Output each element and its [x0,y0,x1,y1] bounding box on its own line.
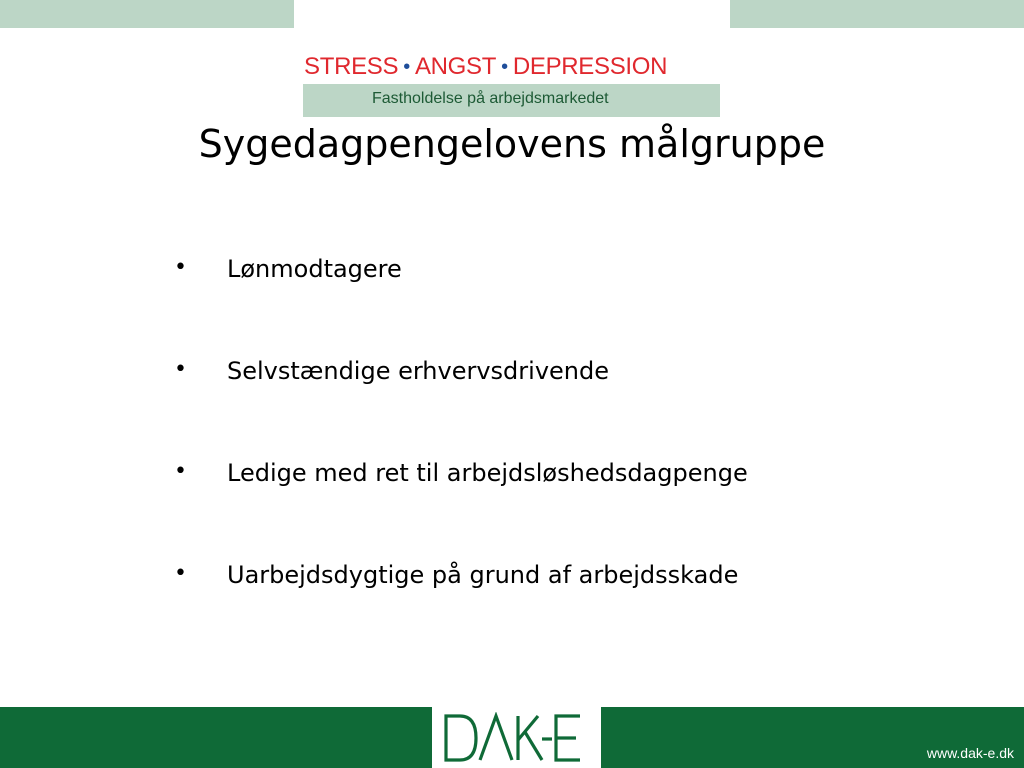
list-item-text: Ledige med ret til arbejdsløshedsdagpenge [227,459,748,487]
list-item-text: Lønmodtagere [227,255,402,283]
footer-logo [432,706,601,768]
top-decor-bar-right [730,0,1024,28]
top-decor-bar-left [0,0,294,28]
header-subtitle: Fastholdelse på arbejdsmarkedet [372,90,609,107]
brand-word-depression: DEPRESSION [512,53,668,80]
footer-url-link[interactable]: www.dak-e.dk [926,745,1014,761]
bullet-icon: • [174,459,187,484]
list-item-text: Selvstændige erhvervsdrivende [227,357,610,385]
header-brand-line [304,52,720,82]
header-subtitle-box [303,84,720,117]
dake-logo-icon [442,712,592,764]
bullet-icon: • [174,255,187,280]
bullet-icon: • [174,357,187,382]
brand-word-stress: STRESS [304,53,399,80]
brand-separator-dot: • [403,56,410,78]
slide-title: Sygedagpengelovens målgruppe [198,122,826,166]
bullet-icon: • [174,561,187,586]
brand-word-angst: ANGST [414,53,497,80]
header-logo [303,52,720,117]
brand-separator-dot: • [501,56,508,78]
list-item-text: Uarbejdsdygtige på grund af arbejdsskade [227,561,739,589]
